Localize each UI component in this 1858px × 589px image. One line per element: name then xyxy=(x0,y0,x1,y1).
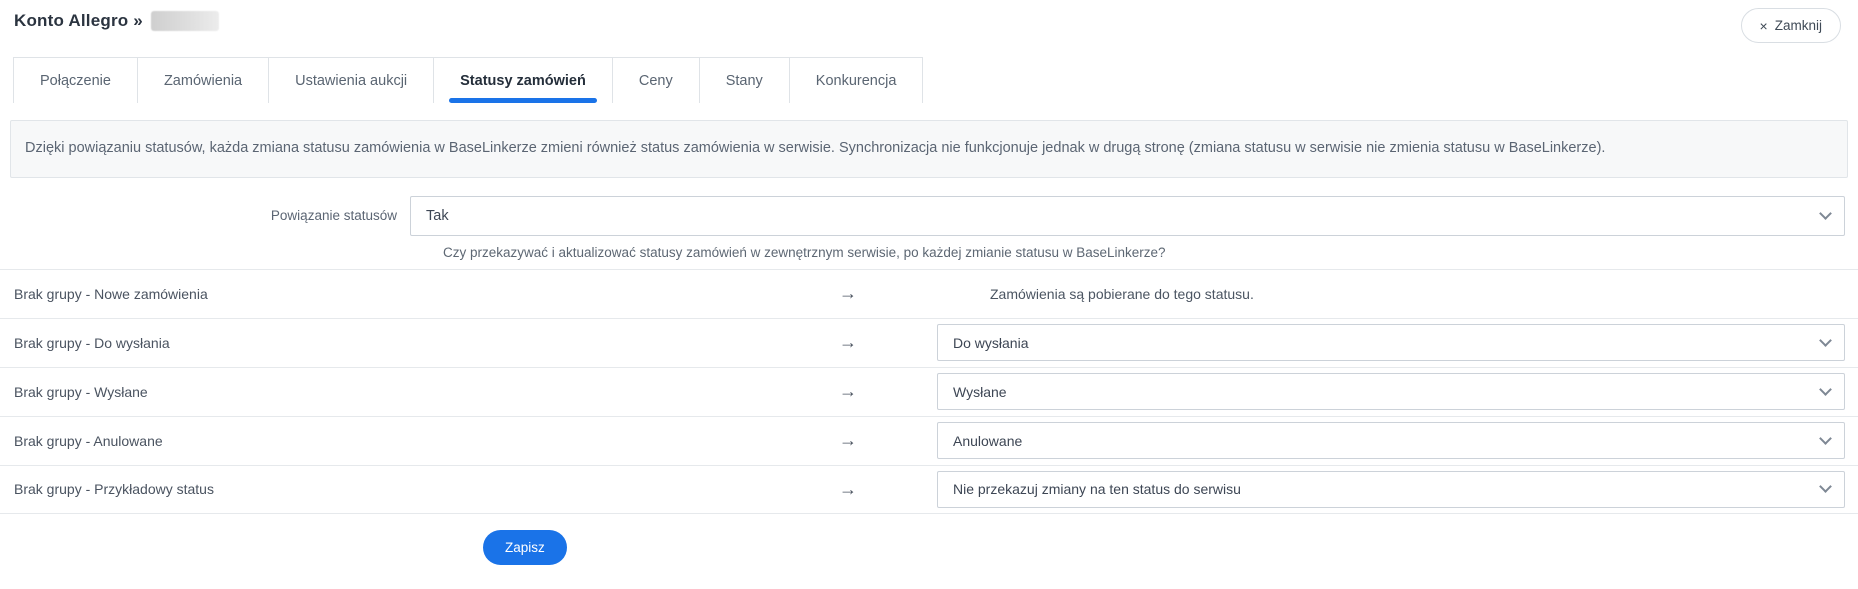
chevron-down-icon xyxy=(1819,207,1832,220)
close-button-label: Zamknij xyxy=(1774,18,1822,33)
status-link-field-row xyxy=(0,196,1858,236)
chevron-down-icon xyxy=(1819,383,1832,396)
chevron-down-icon xyxy=(1819,334,1832,347)
mapping-row-przykladowy-status xyxy=(0,465,1858,514)
tab-bar xyxy=(13,57,923,103)
status-link-select[interactable] xyxy=(410,196,1845,236)
mapping-target-select-value: Nie przekazuj zmiany na ten status do serwisu xyxy=(953,481,1241,498)
mapping-target xyxy=(937,471,1845,508)
tab-stany[interactable]: Stany xyxy=(700,58,790,103)
mapping-target-note: Zamówienia są pobierane do tego statusu. xyxy=(990,285,1254,302)
tab-ceny[interactable]: Ceny xyxy=(613,58,700,103)
save-area xyxy=(0,514,1858,565)
tab-polaczenie[interactable]: Połączenie xyxy=(13,58,138,103)
info-banner: Dzięki powiązaniu statusów, każda zmiana statusu zamówienia w BaseLinkerze zmieni również status zamówienia w serwisie. Synchronizacja nie funkcjonuje jednak w drugą stronę (zmiana statusu w serwisie nie zmienia statusu w BaseLinkerze). xyxy=(10,120,1848,178)
tab-zamowienia[interactable]: Zamówienia xyxy=(138,58,269,103)
mapping-row-wyslane xyxy=(0,367,1858,416)
mapping-target-select-value: Anulowane xyxy=(953,432,1023,449)
arrow-right-icon: → xyxy=(839,430,857,451)
arrow-right-icon: → xyxy=(839,332,857,353)
status-mapping-table xyxy=(0,269,1858,514)
mapping-target xyxy=(937,286,1845,302)
mapping-source-label: Brak grupy - Do wysłania xyxy=(14,334,170,351)
mapping-source-label: Brak grupy - Nowe zamówienia xyxy=(14,285,208,302)
mapping-target-select[interactable] xyxy=(937,422,1845,459)
mapping-target xyxy=(937,373,1845,410)
mapping-row-anulowane xyxy=(0,416,1858,465)
header-bar xyxy=(0,0,1858,48)
mapping-target-select-value: Wysłane xyxy=(953,383,1007,400)
mapping-target xyxy=(937,324,1845,361)
status-link-help-text: Czy przekazywać i aktualizować statusy zamówień w zewnętrznym serwisie, po każdej zmianie statusu w BaseLinkerze? xyxy=(443,244,1166,260)
chevron-down-icon xyxy=(1819,432,1832,445)
close-button[interactable] xyxy=(1741,8,1841,43)
mapping-row-do-wyslania xyxy=(0,318,1858,367)
close-icon: × xyxy=(1759,17,1768,34)
mapping-target xyxy=(937,422,1845,459)
status-link-label: Powiązanie statusów xyxy=(270,208,397,224)
page-title-wrap xyxy=(14,8,219,31)
chevron-down-icon xyxy=(1819,480,1832,493)
tab-statusy-zamowien[interactable]: Statusy zamówień xyxy=(434,58,613,103)
page-title: Konto Allegro » xyxy=(14,11,143,30)
mapping-target-select[interactable] xyxy=(937,373,1845,410)
status-link-select-value: Tak xyxy=(426,207,449,224)
arrow-right-icon: → xyxy=(839,381,857,402)
mapping-row-nowe-zamowienia xyxy=(0,269,1858,318)
mapping-target-select[interactable] xyxy=(937,471,1845,508)
mapping-source-label: Brak grupy - Wysłane xyxy=(14,383,148,400)
save-button[interactable]: Zapisz xyxy=(483,530,567,565)
tab-konkurencja[interactable]: Konkurencja xyxy=(790,58,924,103)
account-name-redacted xyxy=(151,11,219,31)
mapping-target-select-value: Do wysłania xyxy=(953,334,1029,351)
arrow-right-icon: → xyxy=(839,478,857,499)
mapping-source-label: Brak grupy - Przykładowy status xyxy=(14,481,214,498)
mapping-source-label: Brak grupy - Anulowane xyxy=(14,432,163,449)
arrow-right-icon: → xyxy=(839,283,857,304)
tab-ustawienia-aukcji[interactable]: Ustawienia aukcji xyxy=(269,58,434,103)
mapping-target-select[interactable] xyxy=(937,324,1845,361)
